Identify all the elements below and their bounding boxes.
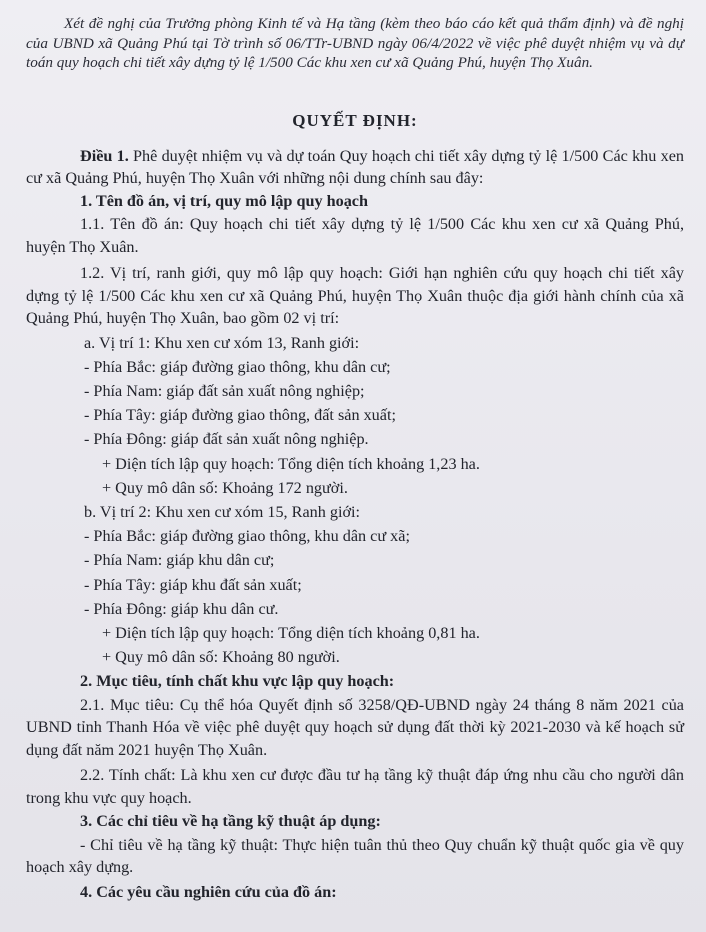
decision-title: QUYẾT ĐỊNH:	[292, 110, 418, 130]
site-a-area: + Diện tích lập quy hoạch: Tổng diện tích khoảng 1,23 ha.	[102, 454, 480, 473]
section-4-heading: 4. Các yêu cầu nghiên cứu của đồ án:	[80, 882, 337, 901]
site-a-population: + Quy mô dân số: Khoảng 172 người.	[102, 478, 348, 497]
site-a-north: - Phía Bắc: giáp đường giao thông, khu dân cư;	[84, 357, 391, 376]
site-b-east: - Phía Đông: giáp khu dân cư.	[84, 599, 279, 618]
site-b-west: - Phía Tây: giáp khu đất sản xuất;	[84, 575, 302, 594]
site-b-population: + Quy mô dân số: Khoảng 80 người.	[102, 648, 340, 667]
section-3-paragraph: - Chỉ tiêu về hạ tầng kỹ thuật: Thực hiện tuân thủ theo Quy chuẩn kỹ thuật quốc gia về quy hoạch xây dựng.	[26, 835, 684, 877]
section-1-1-paragraph: 1.1. Tên đồ án: Quy hoạch chi tiết xây dựng tỷ lệ 1/500 Các khu xen cư xã Quảng Phú, huyện Thọ Xuân.	[26, 215, 684, 256]
site-b-south: - Phía Nam: giáp khu dân cư;	[84, 551, 275, 570]
site-b-list	[26, 500, 684, 669]
site-a-list	[26, 331, 684, 500]
section-1-heading: 1. Tên đồ án, vị trí, quy mô lập quy hoạch	[80, 191, 368, 210]
site-a-title: a. Vị trí 1: Khu xen cư xóm 13, Ranh giới:	[84, 333, 360, 352]
section-1-2-paragraph: 1.2. Vị trí, ranh giới, quy mô lập quy hoạch: Giới hạn nghiên cứu quy hoạch chi tiết xây dựng tỷ lệ 1/500 Các khu xen cư xã Quảng Phú, huyện Thọ Xuân thuộc địa giới hành chính của xã Quảng Phú, huyện Thọ Xuân, bao gồm 02 vị trí:	[26, 264, 684, 327]
section-3-heading: 3. Các chỉ tiêu về hạ tầng kỹ thuật áp dụng:	[80, 812, 381, 831]
site-a-west: - Phía Tây: giáp đường giao thông, đất sản xuất;	[84, 406, 396, 425]
section-2-heading: 2. Mục tiêu, tính chất khu vực lập quy hoạch:	[80, 672, 395, 691]
article-1-text: Phê duyệt nhiệm vụ và dự toán Quy hoạch chi tiết xây dựng tỷ lệ 1/500 Các khu xen cư xã Quảng Phú, huyện Thọ Xuân với những nội dung chính sau đây:	[26, 146, 684, 187]
section-2-2-paragraph: 2.2. Tính chất: Là khu xen cư được đầu tư hạ tầng kỹ thuật đáp ứng nhu cầu cho người dân trong khu vực quy hoạch.	[26, 766, 684, 807]
site-b-north: - Phía Bắc: giáp đường giao thông, khu dân cư xã;	[84, 527, 410, 546]
article-1-paragraph	[26, 145, 684, 190]
article-1-lead: Điều 1.	[80, 146, 129, 165]
site-a-south: - Phía Nam: giáp đất sản xuất nông nghiệp;	[84, 381, 365, 400]
section-2-1-paragraph: 2.1. Mục tiêu: Cụ thể hóa Quyết định số 3258/QĐ-UBND ngày 24 tháng 8 năm 2021 của UBND tỉnh Thanh Hóa về việc phê duyệt quy hoạch sử dụng đất thời kỳ 2021-2030 và kế hoạch sử dụng đất năm 2021 huyện Thọ Xuân.	[26, 695, 684, 759]
intro-paragraph: Xét đề nghị của Trưởng phòng Kinh tế và Hạ tầng (kèm theo báo cáo kết quả thẩm định) và đề nghị của UBND xã Quảng Phú tại Tờ trình số 06/TTr-UBND ngày 06/4/2022 về việc phê duyệt nhiệm vụ và dự toán quy hoạch chi tiết xây dựng tỷ lệ 1/500 Các khu xen cư xã Quảng Phú, huyện Thọ Xuân.	[26, 15, 684, 71]
site-b-title: b. Vị trí 2: Khu xen cư xóm 15, Ranh giới:	[84, 502, 361, 521]
site-a-east: - Phía Đông: giáp đất sản xuất nông nghiệp.	[84, 430, 369, 449]
site-b-area: + Diện tích lập quy hoạch: Tổng diện tích khoảng 0,81 ha.	[102, 623, 480, 642]
